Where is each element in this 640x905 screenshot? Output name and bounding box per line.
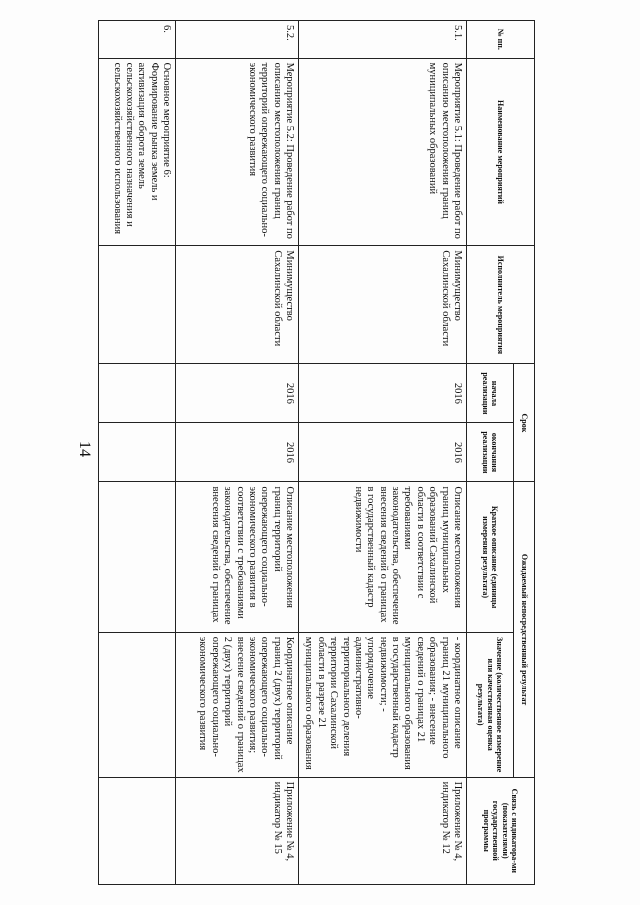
cell-end: 2016 bbox=[299, 423, 467, 482]
header-term-start: начала реализации bbox=[467, 364, 514, 423]
cell-start: 2016 bbox=[299, 364, 467, 423]
cell-num: 6. bbox=[99, 21, 176, 59]
header-result-value: Значение (количественное измерение или качественная оценка результата) bbox=[467, 632, 514, 777]
page-number: 14 bbox=[76, 441, 93, 457]
header-term-end: окончания реализации bbox=[467, 423, 514, 482]
cell-desc: Описание местоположения границ муниципальных образований Сахалинской области в соответствии с требованиями законодательства, обеспечение внесения сведений о границах в государственный кадастр недвижимости bbox=[299, 482, 467, 632]
cell-desc: Описание местоположения границ территорий опережающего социально-экономического развития в соответствии с требованиями законодательства, обеспечение внесения сведений о границах bbox=[176, 482, 299, 632]
header-name: Наименование мероприятий bbox=[467, 58, 535, 246]
table-row bbox=[99, 21, 176, 885]
table-row bbox=[176, 21, 299, 885]
table-row bbox=[299, 21, 467, 885]
header-term: Срок bbox=[514, 364, 535, 482]
cell-name: Основное мероприятие 6: Формирование рынка земель и активизация оборота земель сельскохозяйственного назначения и сельскохозяйственного использования bbox=[99, 58, 176, 246]
cell-num: 5.1. bbox=[299, 21, 467, 59]
cell-value: - координатное описание границ 21 муниципального образования; - внесение сведений о границах 21 муниципального образования в государственный кадастр недвижимости; - упорядочение административно-территориального деления территории Сахалинской области в разрезе 21 муниципального образования bbox=[299, 632, 467, 777]
cell-desc bbox=[99, 482, 176, 632]
cell-executor: Минимущество Сахалинской области bbox=[299, 246, 467, 364]
cell-value: Координатное описание границ 2 (двух) территорий опережающего социально-экономического развития; внесение сведений о границах 2 (двух) территорий опережающего социально-экономического развития bbox=[176, 632, 299, 777]
header-executor: Исполнитель мероприятия bbox=[467, 246, 535, 364]
cell-executor: Минимущество Сахалинской области bbox=[176, 246, 299, 364]
header-link: Связь с индикатора-ми (показателями) государственной программы bbox=[467, 777, 535, 884]
cell-link: Приложение № 4, индикатор № 15 bbox=[176, 777, 299, 884]
cell-start bbox=[99, 364, 176, 423]
measures-table bbox=[98, 20, 535, 885]
header-result: Ожидаемый непосредственный результат bbox=[514, 482, 535, 777]
cell-start: 2016 bbox=[176, 364, 299, 423]
header-num: № пп. bbox=[467, 21, 535, 59]
cell-name: Мероприятие 5.1: Проведение работ по описанию местоположения границ муниципальных образований bbox=[299, 58, 467, 246]
cell-value bbox=[99, 632, 176, 777]
header-result-desc: Краткое описание (единицы измерения результата) bbox=[467, 482, 514, 632]
cell-num: 5.2. bbox=[176, 21, 299, 59]
cell-end bbox=[99, 423, 176, 482]
cell-executor bbox=[99, 246, 176, 364]
document-sheet bbox=[111, 0, 535, 905]
cell-name: Мероприятие 5.2: Проведение работ по описанию местоположения границ территорий опережающего социально-экономического развития bbox=[176, 58, 299, 246]
header-row-1 bbox=[514, 21, 535, 885]
cell-end: 2016 bbox=[176, 423, 299, 482]
cell-link: Приложение № 4, индикатор № 12 bbox=[299, 777, 467, 884]
cell-link bbox=[99, 777, 176, 884]
